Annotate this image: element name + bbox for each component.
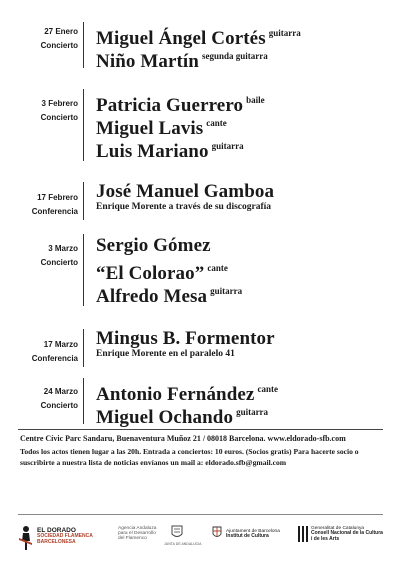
event-divider	[83, 22, 84, 68]
footer-divider	[18, 429, 383, 430]
sponsor-logos	[0, 524, 401, 554]
junta-emblem-icon	[170, 524, 184, 540]
performer-role: cante	[207, 263, 228, 273]
performer	[96, 280, 401, 307]
event-type: Concierto	[40, 113, 78, 122]
performers	[96, 378, 401, 428]
event-divider	[83, 234, 84, 306]
performer-name: Luis Mariano	[96, 141, 209, 162]
event-date: 17 Marzo	[43, 340, 78, 349]
generalitat-logo	[298, 524, 388, 552]
generalitat-line1: Generalitat de Catalunya	[311, 526, 365, 531]
event-divider	[83, 329, 84, 367]
performer-role: guitarra	[211, 141, 244, 151]
andaluza-line3: del Flamenco	[118, 536, 147, 542]
event-date: 17 Febrero	[37, 193, 78, 202]
eldorado-title: EL DORADO	[37, 527, 76, 534]
junta-andalucia-logo	[164, 524, 202, 552]
generalitat-stripes-icon	[298, 526, 308, 542]
performer-name: Sergio Gómez	[96, 235, 211, 256]
performer-name: Miguel Ángel Cortés	[96, 28, 266, 49]
performer-name: Miguel Lavis	[96, 118, 204, 139]
ajuntament-line2: Institut de Cultura	[226, 533, 269, 540]
performer-name: José Manuel Gamboa	[96, 181, 275, 202]
performers	[96, 22, 401, 72]
performers	[96, 89, 401, 162]
eldorado-logo	[18, 524, 93, 552]
performer	[96, 378, 401, 405]
event-meta	[0, 191, 78, 219]
event-date: 24 Marzo	[43, 387, 78, 396]
event-type: Conferencia	[31, 354, 78, 363]
performer	[96, 135, 401, 162]
event-divider	[83, 89, 84, 161]
performer-name: “El Colorao”	[96, 263, 205, 284]
conference-subtitle: Enrique Morente a través de su discografía	[96, 202, 272, 212]
ajuntament-line1: Ajuntament de Barcelona	[226, 529, 280, 534]
performer-name: Alfredo Mesa	[96, 286, 208, 307]
event-divider	[83, 378, 84, 424]
performers	[96, 180, 401, 213]
event-date: 3 Marzo	[48, 244, 78, 253]
andaluza-line2: para el Desarrollo	[118, 531, 156, 537]
performer	[96, 234, 401, 257]
performer-role: guitarra	[236, 407, 269, 417]
event-info: Todos los actos tienen lugar a las 20h. Entrada a conciertos: 10 euros. (Socios gratis) Para hacerte socio o suscribirte a nuestra lista de noticias envíanos un mail a: eldorado.sfb@gmail.com	[20, 447, 359, 467]
event-meta	[0, 25, 78, 53]
event-type: Concierto	[40, 401, 78, 410]
conference-subtitle: Enrique Morente en el paralelo 41	[96, 349, 235, 359]
performer-name: Miguel Ochando	[96, 407, 234, 428]
footer-bottom-divider	[18, 514, 383, 515]
guitarist-icon	[18, 525, 34, 551]
barcelona-shield-icon	[212, 526, 222, 540]
generalitat-line3: i de les Arts	[311, 535, 340, 542]
performer-role: segunda guitarra	[201, 51, 268, 61]
performer	[96, 45, 401, 72]
performer-name: Niño Martín	[96, 51, 199, 72]
event-type: Concierto	[40, 258, 78, 267]
performer	[96, 22, 401, 49]
performer-role: guitarra	[210, 286, 243, 296]
performer	[96, 257, 401, 284]
event-date: 3 Febrero	[41, 99, 78, 108]
event-meta	[0, 242, 78, 270]
event-date: 27 Enero	[44, 27, 78, 36]
event-type: Concierto	[40, 41, 78, 50]
performer-role: guitarra	[268, 28, 301, 38]
performer	[96, 327, 401, 350]
performer-name: Antonio Fernández	[96, 384, 255, 405]
performer-name: Patricia Guerrero	[96, 95, 244, 116]
event-meta	[0, 338, 78, 366]
eldorado-line1: SOCIEDAD FLAMENCA	[37, 533, 93, 539]
event-divider	[83, 182, 84, 220]
ajuntament-logo	[212, 524, 290, 552]
junta-line1: JUNTA DE ANDALUCIA	[164, 542, 202, 546]
event-meta	[0, 385, 78, 413]
event-type: Conferencia	[31, 207, 78, 216]
venue-info: Centre Cívic Parc Sandaru, Buenaventura Muñoz 21 / 08018 Barcelona. www.eldorado-sfb.com	[20, 434, 346, 443]
performer	[96, 401, 401, 428]
performer-role: cante	[257, 384, 278, 394]
footer	[20, 433, 382, 468]
performer-role: cante	[206, 118, 227, 128]
performer-name: Mingus B. Formentor	[96, 328, 275, 349]
performer	[96, 180, 401, 203]
performer	[96, 89, 401, 116]
performers	[96, 234, 401, 307]
andaluza-line1: Agencia Andaluza	[118, 526, 157, 531]
performer	[96, 112, 401, 139]
eldorado-line2: BARCELONESA	[37, 538, 76, 545]
generalitat-line2: Consell Nacional de la Cultura	[311, 530, 383, 537]
event-meta	[0, 97, 78, 125]
performer-role: baile	[246, 95, 265, 105]
performers	[96, 327, 401, 360]
